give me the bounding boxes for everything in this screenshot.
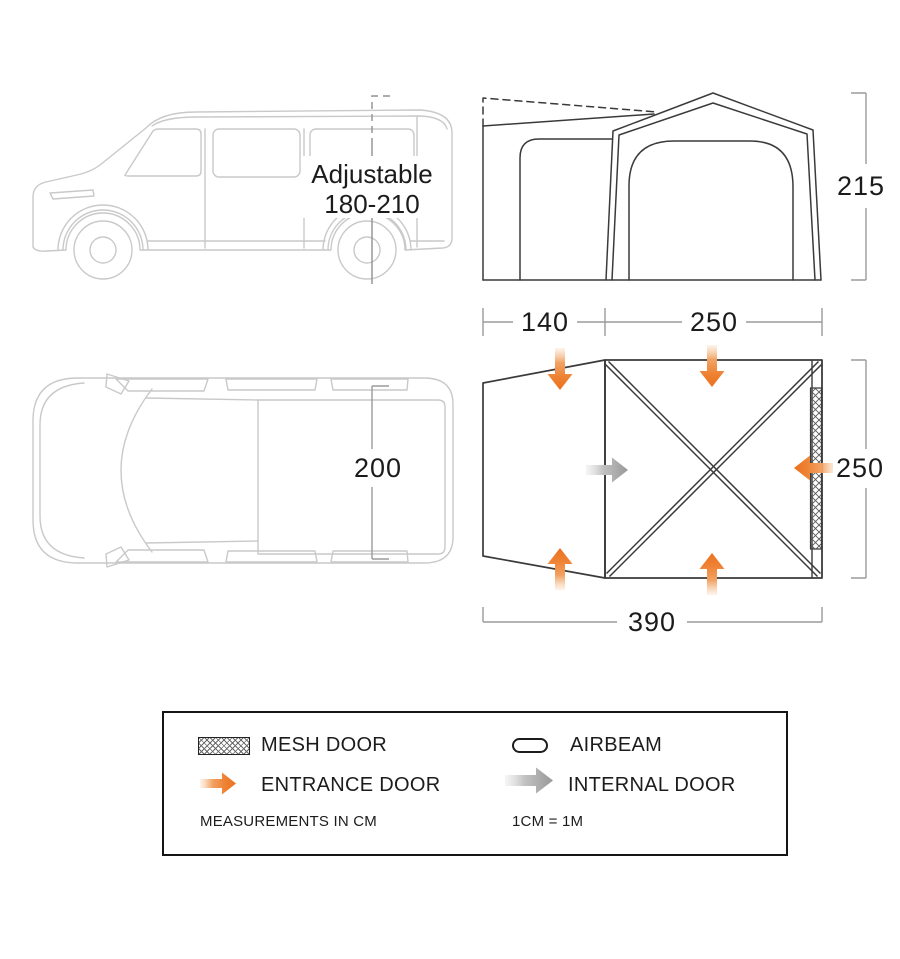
entrance-arrow-main-top xyxy=(700,345,725,387)
tunnel-width-value: 140 xyxy=(520,307,570,337)
floorplan-arrows xyxy=(548,345,837,595)
tunnel-adjustable-dashed xyxy=(483,98,657,126)
van-top-windshield xyxy=(121,389,152,552)
entrance-door-label: ENTRANCE DOOR xyxy=(261,774,441,796)
internal-door-arrow xyxy=(586,458,628,483)
total-width-value: 390 xyxy=(627,607,677,637)
awning-width-value: 250 xyxy=(689,307,739,337)
van-top-bumper xyxy=(40,383,84,558)
van-roofline xyxy=(152,116,447,129)
dimension-awning-height xyxy=(834,93,888,280)
airbeam-icon xyxy=(512,738,548,753)
awning-height-value: 215 xyxy=(836,171,886,201)
van-headlight xyxy=(50,190,94,199)
van-rear-hub xyxy=(354,237,380,263)
van-height-label-line2: 180-210 xyxy=(324,189,420,219)
awning-door-arch xyxy=(629,141,793,280)
awning-inner-shell xyxy=(612,103,815,280)
awning-floorplan xyxy=(483,360,822,578)
van-height-label-line1: Adjustable xyxy=(311,159,433,189)
tunnel-top-edge xyxy=(483,114,654,126)
internal-door-label: INTERNAL DOOR xyxy=(568,774,736,796)
awning-front-view xyxy=(483,93,821,280)
units-note: MEASUREMENTS IN CM xyxy=(200,813,377,830)
floorplan-cross-braces xyxy=(606,362,822,577)
van-side-window xyxy=(213,129,300,177)
airbeam-label: AIRBEAM xyxy=(570,734,663,756)
scale-note: 1CM = 1M xyxy=(512,813,584,830)
awning-depth-value: 250 xyxy=(835,453,885,483)
tunnel-door-arch xyxy=(520,139,612,280)
dimension-140-250 xyxy=(483,304,822,340)
entrance-arrow-main-bottom xyxy=(700,553,725,595)
van-width-value: 200 xyxy=(353,453,403,483)
van-front-wheel xyxy=(74,221,132,279)
dimension-awning-depth xyxy=(833,360,888,578)
entrance-arrow-tunnel-top xyxy=(548,348,573,390)
entrance-door-arrow-icon xyxy=(198,772,238,795)
awning-outer-shell xyxy=(606,93,821,280)
van-top-mirrors xyxy=(106,374,129,567)
floorplan-main-room xyxy=(605,360,822,578)
van-front-hub xyxy=(90,237,116,263)
mesh-door-label: MESH DOOR xyxy=(261,734,388,756)
mesh-door-icon xyxy=(198,737,250,755)
van-rear-wheel xyxy=(338,221,396,279)
dimension-van-height xyxy=(303,96,441,284)
dimension-van-width xyxy=(350,386,407,559)
legend-box xyxy=(162,711,788,856)
dimension-total-width xyxy=(483,603,822,640)
internal-door-arrow-icon xyxy=(503,767,555,794)
van-top-cab-lines xyxy=(146,398,258,543)
